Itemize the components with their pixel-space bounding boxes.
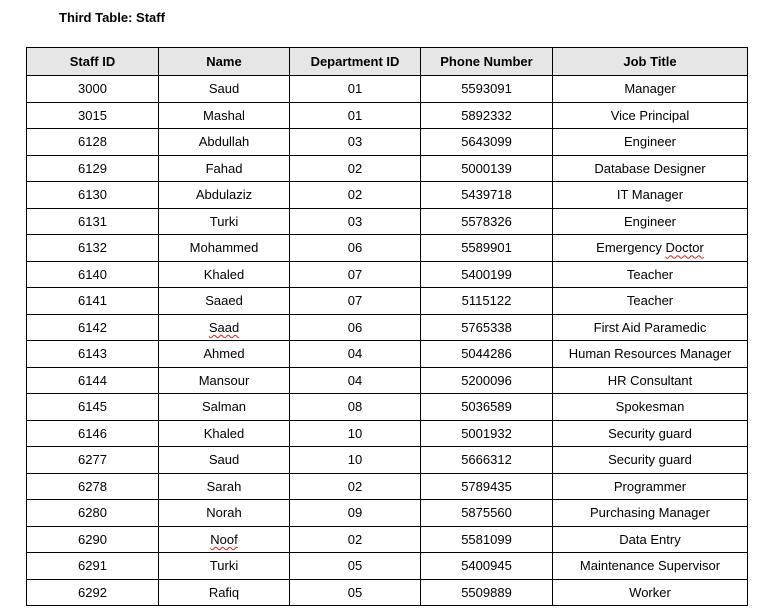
job-title-cell: Database Designer [553, 155, 748, 182]
department-id-cell: 04 [290, 367, 421, 394]
name-cell: Abdullah [159, 129, 290, 156]
staff-id-cell: 6291 [27, 553, 159, 580]
name-cell: Turki [159, 553, 290, 580]
staff-id-cell: 6132 [27, 235, 159, 262]
job-title-cell: Security guard [553, 420, 748, 447]
job-title-cell: Maintenance Supervisor [553, 553, 748, 580]
phone-number-cell: 5509889 [421, 579, 553, 606]
table-row [27, 102, 748, 129]
staff-id-cell: 3015 [27, 102, 159, 129]
job-title-cell: Security guard [553, 447, 748, 474]
name-cell: Rafiq [159, 579, 290, 606]
phone-number-cell: 5581099 [421, 526, 553, 553]
column-header-department-id: Department ID [290, 48, 421, 76]
department-id-cell: 05 [290, 553, 421, 580]
staff-id-cell: 6277 [27, 447, 159, 474]
table-row [27, 526, 748, 553]
column-header-job-title: Job Title [553, 48, 748, 76]
job-title-cell: IT Manager [553, 182, 748, 209]
table-caption: Third Table: Staff [59, 10, 165, 25]
job-title-cell: Engineer [553, 208, 748, 235]
name-cell [159, 526, 290, 553]
staff-table [26, 47, 748, 606]
department-id-cell: 05 [290, 579, 421, 606]
phone-number-cell: 5643099 [421, 129, 553, 156]
job-title-cell: Teacher [553, 261, 748, 288]
table-row [27, 579, 748, 606]
phone-number-cell: 5036589 [421, 394, 553, 421]
department-id-cell: 09 [290, 500, 421, 527]
staff-id-cell: 3000 [27, 76, 159, 103]
spellcheck-flagged-word: Noof [210, 531, 238, 547]
name-cell: Sarah [159, 473, 290, 500]
job-title-cell: Vice Principal [553, 102, 748, 129]
staff-id-cell: 6131 [27, 208, 159, 235]
job-title-cell: First Aid Paramedic [553, 314, 748, 341]
job-title-cell: Emergency Doctor [553, 235, 748, 262]
phone-number-cell: 5593091 [421, 76, 553, 103]
department-id-cell: 08 [290, 394, 421, 421]
staff-id-cell: 6144 [27, 367, 159, 394]
name-cell: Salman [159, 394, 290, 421]
job-title-cell: Engineer [553, 129, 748, 156]
table-row [27, 553, 748, 580]
department-id-cell: 06 [290, 314, 421, 341]
table-row [27, 288, 748, 315]
table-row [27, 473, 748, 500]
department-id-cell: 07 [290, 288, 421, 315]
table-row [27, 155, 748, 182]
department-id-cell: 06 [290, 235, 421, 262]
staff-id-cell: 6145 [27, 394, 159, 421]
job-title-cell: Purchasing Manager [553, 500, 748, 527]
name-cell: Turki [159, 208, 290, 235]
table-row [27, 447, 748, 474]
department-id-cell: 04 [290, 341, 421, 368]
phone-number-cell: 5789435 [421, 473, 553, 500]
name-cell: Mashal [159, 102, 290, 129]
phone-number-cell: 5578326 [421, 208, 553, 235]
table-row [27, 500, 748, 527]
phone-number-cell: 5200096 [421, 367, 553, 394]
name-cell: Mohammed [159, 235, 290, 262]
phone-number-cell: 5875560 [421, 500, 553, 527]
table-row [27, 208, 748, 235]
job-title-cell: Spokesman [553, 394, 748, 421]
name-cell: Saud [159, 447, 290, 474]
staff-id-cell: 6290 [27, 526, 159, 553]
department-id-cell: 10 [290, 420, 421, 447]
phone-number-cell: 5001932 [421, 420, 553, 447]
phone-number-cell: 5589901 [421, 235, 553, 262]
department-id-cell: 10 [290, 447, 421, 474]
staff-id-cell: 6280 [27, 500, 159, 527]
column-header-name: Name [159, 48, 290, 76]
job-title-cell: Human Resources Manager [553, 341, 748, 368]
phone-number-cell: 5765338 [421, 314, 553, 341]
staff-id-cell: 6129 [27, 155, 159, 182]
name-cell: Abdulaziz [159, 182, 290, 209]
table-row [27, 341, 748, 368]
table-row [27, 261, 748, 288]
job-title-cell: Manager [553, 76, 748, 103]
table-row [27, 76, 748, 103]
phone-number-cell: 5892332 [421, 102, 553, 129]
staff-id-cell: 6130 [27, 182, 159, 209]
department-id-cell: 02 [290, 155, 421, 182]
phone-number-cell: 5439718 [421, 182, 553, 209]
spellcheck-flagged-word: Doctor [665, 240, 704, 256]
table-header-row [27, 48, 748, 76]
table-row [27, 394, 748, 421]
phone-number-cell: 5000139 [421, 155, 553, 182]
phone-number-cell: 5400199 [421, 261, 553, 288]
spellcheck-flagged-word: Saad [208, 319, 240, 335]
name-cell: Ahmed [159, 341, 290, 368]
staff-id-cell: 6143 [27, 341, 159, 368]
name-cell: Fahad [159, 155, 290, 182]
department-id-cell: 07 [290, 261, 421, 288]
name-cell: Mansour [159, 367, 290, 394]
staff-id-cell: 6146 [27, 420, 159, 447]
table-row [27, 314, 748, 341]
department-id-cell: 02 [290, 526, 421, 553]
phone-number-cell: 5400945 [421, 553, 553, 580]
job-title-cell: Programmer [553, 473, 748, 500]
name-cell: Khaled [159, 420, 290, 447]
job-title-cell: Teacher [553, 288, 748, 315]
table-body [27, 76, 748, 606]
name-cell: Saud [159, 76, 290, 103]
name-cell: Khaled [159, 261, 290, 288]
staff-id-cell: 6140 [27, 261, 159, 288]
phone-number-cell: 5115122 [421, 288, 553, 315]
table-row [27, 367, 748, 394]
name-cell: Norah [159, 500, 290, 527]
department-id-cell: 01 [290, 76, 421, 103]
department-id-cell: 02 [290, 473, 421, 500]
name-cell [159, 314, 290, 341]
table-row [27, 182, 748, 209]
table-row [27, 235, 748, 262]
staff-id-cell: 6141 [27, 288, 159, 315]
staff-id-cell: 6128 [27, 129, 159, 156]
column-header-phone-number: Phone Number [421, 48, 553, 76]
staff-id-cell: 6142 [27, 314, 159, 341]
job-title-cell: Worker [553, 579, 748, 606]
staff-id-cell: 6278 [27, 473, 159, 500]
table-row [27, 420, 748, 447]
column-header-staff-id: Staff ID [27, 48, 159, 76]
department-id-cell: 03 [290, 208, 421, 235]
phone-number-cell: 5666312 [421, 447, 553, 474]
department-id-cell: 03 [290, 129, 421, 156]
department-id-cell: 01 [290, 102, 421, 129]
phone-number-cell: 5044286 [421, 341, 553, 368]
staff-id-cell: 6292 [27, 579, 159, 606]
job-title-cell: HR Consultant [553, 367, 748, 394]
name-cell: Saaed [159, 288, 290, 315]
department-id-cell: 02 [290, 182, 421, 209]
table-row [27, 129, 748, 156]
job-title-cell: Data Entry [553, 526, 748, 553]
